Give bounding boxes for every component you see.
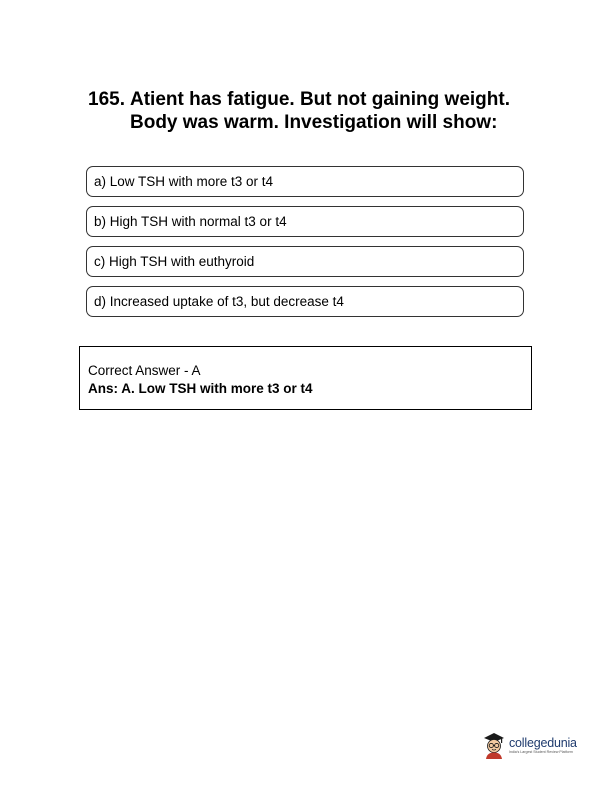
question [88, 88, 528, 134]
logo-tagline: India's Largest Student Review Platform [509, 749, 573, 754]
option-b[interactable]: b) High TSH with normal t3 or t4 [86, 206, 524, 237]
answer-box [79, 346, 532, 410]
option-c[interactable]: c) High TSH with euthyroid [86, 246, 524, 277]
answer-explanation: Ans: A. Low TSH with more t3 or t4 [88, 381, 313, 396]
collegedunia-logo [482, 730, 592, 760]
question-number: 165. [88, 89, 125, 110]
option-d[interactable]: d) Increased uptake of t3, but decrease t4 [86, 286, 524, 317]
option-a[interactable]: a) Low TSH with more t3 or t4 [86, 166, 524, 197]
logo-name: collegedunia [509, 735, 577, 750]
student-mascot-icon [482, 731, 506, 759]
question-text: Atient has fatigue. But not gaining weight. Body was warm. Investigation will show: [130, 89, 510, 133]
correct-answer: Correct Answer - A [88, 363, 201, 378]
